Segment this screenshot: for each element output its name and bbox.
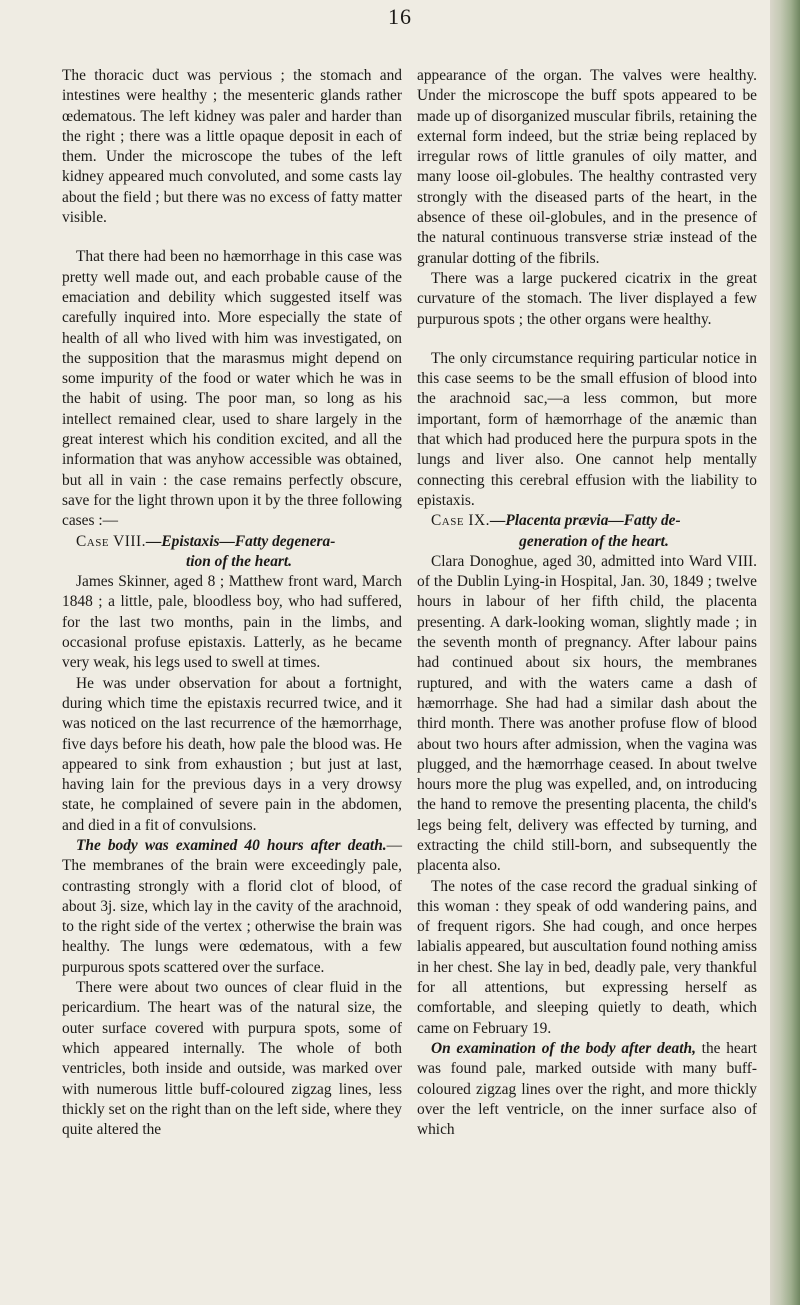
page-edge-shadow	[770, 0, 800, 1305]
paragraph: Clara Donoghue, aged 30, admitted into Ward VIII. of the Dublin Lying-in Hospital, Jan. 30, 1849 ; twelve hours in labour of her fifth child, the placenta presenting. A dark-looking woman, slightly made ; in the seventh month of pregnancy. After labour pains had continued about six hours, the membranes ruptured, and with the waters came a dash of hæmorrhage. She had had a similar dash about the third month. There was another profuse flow of blood about two hours after admission, when the vagina was plugged, and the hæmorrhage ceased. In about twelve hours more the plug was expelled, and, on introducing the hand to remove the presenting placenta, the child's legs being felt, delivery was effected by turning, and extracting the child still-born, and subsequently the placenta also.	[417, 552, 757, 875]
left-column	[62, 66, 402, 1140]
paragraph: appearance of the organ. The valves were healthy. Under the microscope the buff spots appeared to be made up of disorganized muscular fibrils, retaining the external form indeed, but the striæ being replaced by irregular rows of little granules of oily matter, and many loose oil-globules. The healthy contrasted very strongly with the diseased parts of the heart, in the absence of these oil-globules, and in the presence of the natural continuous transverse striæ instead of the granular dotting of the fibrils.	[417, 67, 757, 267]
case-title-line: —Epistaxis—Fatty degenera-	[145, 532, 336, 550]
case-heading-viii	[62, 532, 402, 573]
paragraph	[62, 836, 402, 978]
examination-lead: The body was examined 40 hours after death.	[76, 836, 387, 854]
paragraph: James Skinner, aged 8 ; Matthew front ward, March 1848 ; a little, pale, bloodless boy, who had suffered, for the last two months, pain in the limbs, and occasional profuse epistaxis. Latterly, as he became very weak, his legs used to swell at times.	[62, 573, 402, 672]
examination-lead: On examination of the body after death,	[431, 1039, 696, 1057]
case-title-line: —Placenta prævia—Fatty de-	[489, 512, 681, 530]
paragraph: There was a large puckered cicatrix in the great curvature of the stomach. The liver displayed a few purpurous spots ; the other organs were healthy.	[417, 269, 757, 328]
case-heading-ix	[417, 511, 757, 552]
paragraph	[417, 1039, 757, 1140]
right-column	[417, 66, 757, 1140]
paragraph: He was under observation for about a fortnight, during which time the epistaxis recurred twice, and it was noticed on the last recurrence of the hæmorrhage, five days before his death, how pale the blood was. He appeared to sink from exhaustion ; but just at last, having lain for the previous days in a very drowsy state, he complained of severe pain in the abdomen, and died in a fit of convulsions.	[62, 674, 402, 834]
case-label: Case IX.	[431, 512, 490, 530]
paragraph: The only circumstance requiring particular notice in this case seems to be the small effusion of blood into the arachnoid sac,—a less common, but more important, form of hæmorrhage of the anæmic than that which had produced here the purpura spots in the lungs and liver also. One cannot help mentally connecting this cerebral effusion with the liability to epistaxis.	[417, 349, 757, 509]
paragraph: The thoracic duct was pervious ; the stomach and intestines were healthy ; the mesenteric glands rather œdematous. The left kidney was paler and harder than the right ; there was a little opaque deposit in each of them. Under the microscope the tubes of the left kidney appeared much convoluted, and some casts lay about the field ; but there was no excess of fatty matter visible.	[62, 67, 402, 227]
page-number: 16	[388, 4, 412, 29]
case-title-line: tion of the heart.	[185, 552, 293, 570]
paragraph-text: the heart was found pale, marked outside with many buff-coloured zigzag lines over the right, and more thickly over the left ventricle, on the inner surface also of which	[417, 1039, 757, 1139]
paragraph-text: —The membranes of the brain were exceedingly pale, contrasting strongly with a florid clot of blood, of about 3j. size, which lay in the cavity of the arachnoid, to the right side of the vertex ; otherwise the brain was healthy. The lungs were œdematous, with a few purpurous spots scattered over the surface.	[62, 836, 402, 976]
paragraph: That there had been no hæmorrhage in this case was pretty well made out, and each probable cause of the emaciation and debility which suggested itself was carefully inquired into. More especially the state of health of all who lived with him was investigated, on the supposition that the marasmus might depend on some impurity of the food or water which he was in the habit of using. The poor man, so long as his intellect remained clear, used to share largely in the great interest which his condition excited, and all the information that was anyhow accessible was obtained, but all in vain : the case remains perfectly obscure, save for the light thrown upon it by the three following cases :—	[62, 248, 402, 530]
paragraph: There were about two ounces of clear fluid in the pericardium. The heart was of the natural size, the outer surface covered with purpura spots, some of which appeared internally. The whole of both ventricles, both inside and outside, was marked over with numerous little buff-coloured zigzag lines, less thickly set on the right than on the left side, where they quite altered the	[62, 979, 402, 1139]
paragraph: The notes of the case record the gradual sinking of this woman : they speak of odd wandering pains, and of frequent rigors. She had cough, and once herpes labialis appeared, but auscultation found nothing amiss in her chest. She lay in bed, deadly pale, very thankful for all attentions, but expressing herself as comfortable, and sleeping quietly to death, which came on February 19.	[417, 877, 757, 1037]
case-title-line: generation of the heart.	[519, 532, 669, 550]
case-label: Case VIII.	[76, 532, 146, 550]
